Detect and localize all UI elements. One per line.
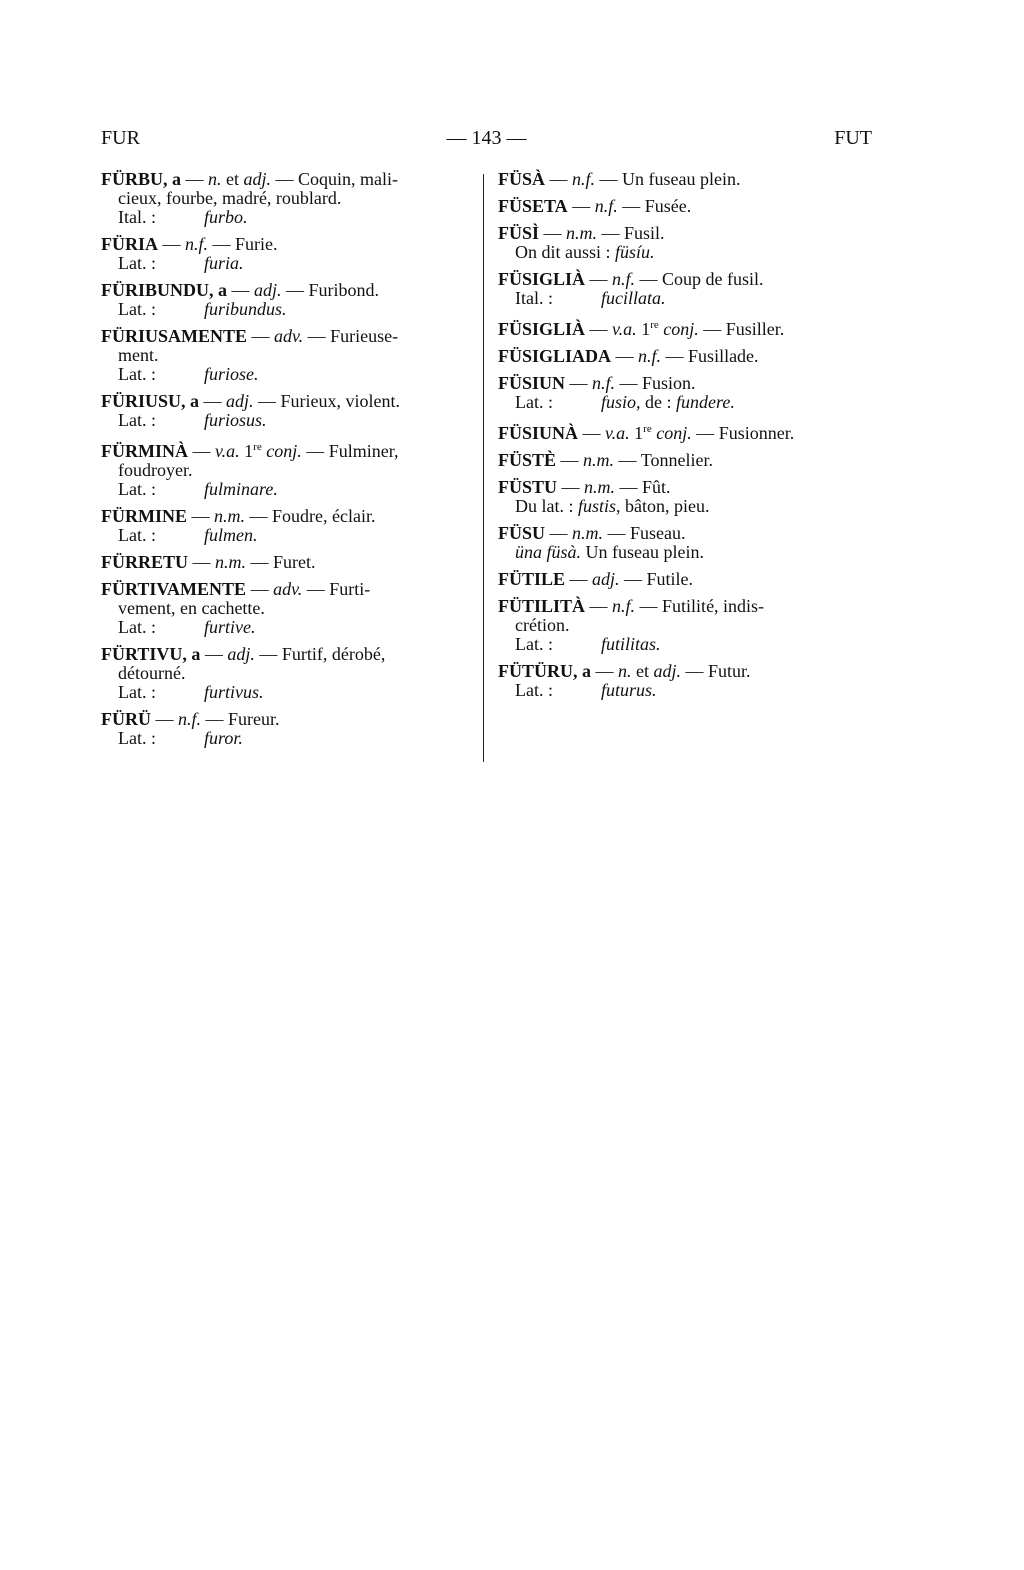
grammar-label: n.m. [214, 506, 245, 526]
running-head-left: FUR [101, 127, 140, 149]
em-dash: — [607, 523, 626, 543]
grammar-label: n.f. [638, 346, 662, 366]
em-dash: — [703, 319, 722, 339]
em-dash: — [249, 506, 268, 526]
running-head-right: FUT [834, 127, 872, 149]
em-dash: — [205, 709, 224, 729]
entry-first-line [498, 374, 872, 393]
headword: FÜSIGLIÀ [498, 269, 586, 289]
em-dash: — [250, 579, 269, 599]
grammar-label: adj. [592, 569, 620, 589]
em-dash: — [665, 346, 684, 366]
em-dash: — [569, 569, 588, 589]
definition-text: Futile. [646, 569, 694, 589]
grammar-label: n.f. [572, 169, 596, 189]
entry-first-line [101, 327, 471, 346]
etymology-source [601, 681, 657, 700]
grammar-label: n.m. [572, 523, 604, 543]
em-dash: — [624, 569, 643, 589]
definition-text: Furieuse- [330, 326, 399, 346]
headword: FÜRTIVAMENTE [101, 579, 247, 599]
conjugation-label: conj. [663, 319, 699, 339]
etymology-label: Lat. : [515, 680, 553, 700]
conjugation-suffix: re [650, 319, 659, 331]
note-word: fustis, [578, 496, 621, 516]
dictionary-entry [101, 553, 471, 572]
grammar-label: adv. [273, 579, 303, 599]
dictionary-entry [498, 316, 872, 339]
entry-first-line [101, 507, 471, 526]
grammar-label: n.f. [592, 373, 616, 393]
etymology-label: Lat. : [118, 410, 156, 430]
etymology-line [101, 729, 471, 748]
etymology-line [101, 526, 471, 545]
definition-continuation: foudroyer. [118, 460, 193, 480]
headword: FÜRIA [101, 234, 158, 254]
etymology-label: Ital. : [118, 207, 156, 227]
definition-continuation: cieux, fourbe, madré, roublard. [118, 188, 342, 208]
em-dash: — [549, 523, 568, 543]
headword: FÜRIBUNDU, a [101, 280, 227, 300]
grammar-label: adj. [653, 661, 682, 681]
em-dash: — [619, 373, 638, 393]
grammar-label: n. [208, 169, 222, 189]
em-dash: — [203, 391, 222, 411]
em-dash: — [204, 644, 223, 664]
dictionary-entry [101, 392, 471, 430]
definition-text: Futilité, indis- [662, 596, 765, 616]
headword: FÜRMINÀ [101, 441, 188, 461]
connector-word: de : [645, 392, 672, 412]
em-dash: — [212, 234, 231, 254]
connector-word: et [226, 169, 239, 189]
entry-first-line [498, 170, 872, 189]
definition-text: Furti- [329, 579, 371, 599]
definition-text: Fuseau. [630, 523, 686, 543]
etymology-source [204, 729, 243, 748]
entry-first-line [101, 438, 471, 461]
em-dash: — [155, 709, 174, 729]
conjugation-suffix: re [253, 441, 262, 453]
etymology-word: fucillata. [601, 288, 666, 308]
etymology-line [101, 618, 471, 637]
definition-text: Fulminer, [328, 441, 399, 461]
etymology-word: fundere. [676, 392, 735, 412]
headword: FÜSÌ [498, 223, 540, 243]
headword: FÜTÜRU, a [498, 661, 591, 681]
dictionary-entry [101, 710, 471, 748]
dictionary-entry [101, 645, 471, 702]
definition-continuation: vement, en cachette. [118, 598, 265, 618]
definition-text: Fusion. [642, 373, 696, 393]
etymology-source [601, 635, 661, 654]
entry-first-line [101, 645, 471, 664]
grammar-label: v.a. [215, 441, 240, 461]
em-dash: — [639, 269, 658, 289]
grammar-label: n.m. [583, 450, 615, 470]
etymology-source [204, 618, 256, 637]
etymology-source [204, 526, 258, 545]
etymology-word: furtive. [204, 617, 256, 637]
dictionary-entry [498, 197, 872, 216]
entry-first-line [498, 420, 872, 443]
em-dash: — [251, 326, 270, 346]
conjugation-label: conj. [266, 441, 302, 461]
definition-text: Fusionner. [718, 423, 795, 443]
entry-first-line [101, 170, 471, 189]
page-header [101, 124, 872, 152]
etymology-source [204, 365, 259, 384]
entry-first-line [498, 478, 872, 497]
definition-text: Foudre, éclair. [272, 506, 376, 526]
definition-text: Fureur. [228, 709, 280, 729]
left-column [101, 170, 471, 756]
dictionary-entry [498, 224, 872, 262]
definition-text: Tonnelier. [640, 450, 713, 470]
conjugation-number: 1 [641, 319, 651, 339]
entry-first-line [498, 197, 872, 216]
entry-note [498, 243, 872, 262]
entry-first-line [498, 662, 872, 681]
em-dash: — [569, 373, 588, 393]
headword: FÜSTU [498, 477, 558, 497]
definition-text: Fusiller. [725, 319, 785, 339]
etymology-line [101, 365, 471, 384]
em-dash: — [595, 661, 614, 681]
connector-word: et [636, 661, 649, 681]
dictionary-entry [498, 170, 872, 189]
em-dash: — [549, 169, 568, 189]
dictionary-entry [498, 347, 872, 366]
headword: FÜSIGLIÀ [498, 319, 586, 339]
conjugation-label: conj. [656, 423, 692, 443]
definition-continuation: crétion. [515, 615, 570, 635]
headword: FÜTILITÀ [498, 596, 586, 616]
headword: FÜSIUN [498, 373, 566, 393]
em-dash: — [582, 423, 601, 443]
etymology-word: fulmen. [204, 525, 258, 545]
etymology-word: fulminare. [204, 479, 278, 499]
etymology-label: Lat. : [118, 253, 156, 273]
em-dash: — [560, 450, 579, 470]
grammar-label: v.a. [612, 319, 637, 339]
note-text: bâton, pieu. [625, 496, 710, 516]
etymology-source [204, 254, 244, 273]
etymology-line [498, 289, 872, 308]
definition-text: Futur. [708, 661, 751, 681]
etymology-label: Lat. : [118, 479, 156, 499]
dictionary-entry [498, 570, 872, 589]
etymology-line [498, 635, 872, 654]
em-dash: — [615, 346, 634, 366]
dictionary-entry [498, 270, 872, 308]
definition-text: Fût. [642, 477, 671, 497]
em-dash: — [259, 644, 278, 664]
headword: FÜRMINE [101, 506, 187, 526]
em-dash: — [589, 269, 608, 289]
grammar-label: n. [618, 661, 632, 681]
etymology-label: Lat. : [118, 617, 156, 637]
etymology-word: furtivus. [204, 682, 264, 702]
em-dash: — [231, 280, 250, 300]
etymology-word: furbo. [204, 207, 248, 227]
headword: FÜSU [498, 523, 546, 543]
em-dash: — [589, 596, 608, 616]
definition-text: Furie. [235, 234, 278, 254]
etymology-word: furor. [204, 728, 243, 748]
etymology-label: Lat. : [118, 682, 156, 702]
etymology-label: Lat. : [515, 634, 553, 654]
grammar-label: adj. [226, 391, 254, 411]
definition-continuation: détourné. [118, 663, 186, 683]
entry-first-line [498, 347, 872, 366]
dictionary-entry [498, 524, 872, 562]
etymology-source [204, 683, 264, 702]
definition-text: Coup de fusil. [662, 269, 764, 289]
conjugation-number: 1 [244, 441, 254, 461]
dictionary-entry [101, 438, 471, 499]
dictionary-entry [498, 374, 872, 412]
em-dash: — [162, 234, 181, 254]
grammar-label: n.m. [584, 477, 616, 497]
etymology-line [101, 480, 471, 499]
definition-text: Un fuseau plein. [622, 169, 741, 189]
headword: FÜRÜ [101, 709, 151, 729]
etymology-word: furiose. [204, 364, 259, 384]
etymology-label: Lat. : [118, 728, 156, 748]
entry-first-line [498, 270, 872, 289]
headword: FÜTILE [498, 569, 566, 589]
em-dash: — [572, 196, 591, 216]
etymology-label: Lat. : [118, 364, 156, 384]
dictionary-entry [101, 327, 471, 384]
etymology-line [498, 681, 872, 700]
grammar-label: adj. [254, 280, 282, 300]
etymology-label: Lat. : [118, 299, 156, 319]
em-dash: — [192, 552, 211, 572]
headword: FÜSETA [498, 196, 568, 216]
grammar-label: n.f. [178, 709, 202, 729]
em-dash: — [306, 441, 325, 461]
note-word: füsíu. [615, 242, 655, 262]
conjugation-suffix: re [643, 423, 652, 435]
entry-first-line [101, 553, 471, 572]
headword: FÜSTÈ [498, 450, 557, 470]
em-dash: — [250, 552, 269, 572]
entry-note [498, 497, 872, 516]
em-dash: — [618, 450, 637, 470]
em-dash: — [622, 196, 641, 216]
etymology-line [101, 300, 471, 319]
entry-first-line [498, 316, 872, 339]
em-dash: — [601, 223, 620, 243]
grammar-label: n.m. [215, 552, 247, 572]
definition-text: Furtif, dérobé, [281, 644, 386, 664]
dictionary-entry [101, 507, 471, 545]
em-dash: — [307, 326, 326, 346]
etymology-word: futilitas. [601, 634, 661, 654]
etymology-line [101, 683, 471, 702]
etymology-line [101, 254, 471, 273]
note-text: Un fuseau plein. [585, 542, 704, 562]
em-dash: — [619, 477, 638, 497]
headword: FÜRIUSU, a [101, 391, 200, 411]
etymology-label: Ital. : [515, 288, 553, 308]
column-divider [483, 174, 484, 762]
dictionary-entry [498, 662, 872, 700]
definition-text: Furet. [273, 552, 316, 572]
etymology-label: Lat. : [515, 392, 553, 412]
headword: FÜSÀ [498, 169, 546, 189]
etymology-word: fusio, [601, 392, 641, 412]
entry-first-line [498, 524, 872, 543]
etymology-source [601, 289, 666, 308]
headword: FÜRIUSAMENTE [101, 326, 248, 346]
headword: FÜRTIVU, a [101, 644, 201, 664]
grammar-label: adj. [243, 169, 272, 189]
dictionary-entry [101, 281, 471, 319]
headword: FÜSIUNÀ [498, 423, 579, 443]
dictionary-entry [498, 451, 872, 470]
em-dash: — [589, 319, 608, 339]
dictionary-entry [101, 235, 471, 273]
note-word: üna füsà. [515, 542, 582, 562]
headword: FÜRRETU [101, 552, 189, 572]
etymology-label: Lat. : [118, 525, 156, 545]
conjugation-number: 1 [634, 423, 644, 443]
entry-first-line [101, 235, 471, 254]
entry-note [498, 543, 872, 562]
em-dash: — [639, 596, 658, 616]
grammar-label: n.f. [612, 269, 636, 289]
etymology-source [204, 411, 267, 430]
grammar-label: n.f. [612, 596, 636, 616]
em-dash: — [192, 441, 211, 461]
definition-text: Furieux, violent. [280, 391, 401, 411]
right-column [498, 170, 872, 708]
page-number: — 143 — [446, 127, 527, 149]
em-dash: — [543, 223, 562, 243]
dictionary-entry [498, 420, 872, 443]
entry-first-line [498, 570, 872, 589]
entry-first-line [101, 281, 471, 300]
em-dash: — [185, 169, 204, 189]
note-text: Du lat. : [515, 496, 574, 516]
etymology-source [601, 393, 735, 412]
definition-text: Fusée. [644, 196, 692, 216]
definition-text: — Coquin, mali- [275, 169, 399, 189]
etymology-word: furibundus. [204, 299, 287, 319]
entry-first-line [498, 597, 872, 616]
em-dash: — [306, 579, 325, 599]
em-dash: — [685, 661, 704, 681]
etymology-source [204, 300, 287, 319]
definition-continuation: ment. [118, 345, 159, 365]
dictionary-entry [498, 478, 872, 516]
entry-first-line [101, 710, 471, 729]
dictionary-entry [498, 597, 872, 654]
em-dash: — [561, 477, 580, 497]
em-dash: — [286, 280, 305, 300]
em-dash: — [696, 423, 715, 443]
grammar-label: n.m. [566, 223, 598, 243]
definition-text: Furibond. [308, 280, 380, 300]
etymology-line [101, 208, 471, 227]
definition-text: Fusillade. [688, 346, 759, 366]
etymology-word: furia. [204, 253, 244, 273]
etymology-line [101, 411, 471, 430]
definition-text: Fusil. [624, 223, 665, 243]
grammar-label: n.f. [185, 234, 209, 254]
dictionary-entry [101, 170, 471, 227]
grammar-label: v.a. [605, 423, 630, 443]
grammar-label: n.f. [594, 196, 618, 216]
etymology-source [204, 480, 278, 499]
grammar-label: adv. [274, 326, 304, 346]
entry-first-line [498, 224, 872, 243]
etymology-word: futurus. [601, 680, 657, 700]
note-text: On dit aussi : [515, 242, 611, 262]
grammar-label: adj. [227, 644, 255, 664]
headword: FÜSIGLIADA [498, 346, 612, 366]
em-dash: — [258, 391, 277, 411]
em-dash: — [191, 506, 210, 526]
entry-first-line [101, 580, 471, 599]
dictionary-entry [101, 580, 471, 637]
entry-first-line [101, 392, 471, 411]
etymology-line [498, 393, 872, 412]
headword: FÜRBU, a [101, 169, 181, 189]
etymology-source [204, 208, 248, 227]
entry-first-line [498, 451, 872, 470]
etymology-word: furiosus. [204, 410, 267, 430]
em-dash: — [599, 169, 618, 189]
